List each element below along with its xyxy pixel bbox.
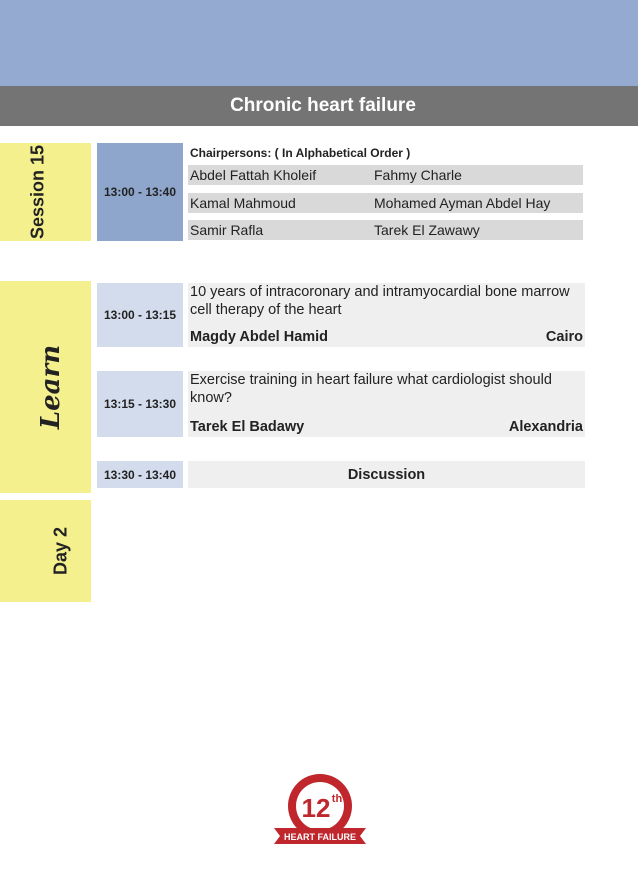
logo-number: 12 [301, 793, 331, 823]
chair-name: Tarek El Zawawy [374, 222, 480, 238]
talk-speaker: Magdy Abdel Hamid [190, 329, 329, 345]
chair-name: Kamal Mahmoud [190, 195, 296, 211]
header-band [0, 0, 638, 86]
day-label: Day 2 [50, 526, 71, 576]
session-label: Session 15 [27, 144, 48, 240]
learn-label: Learn [35, 344, 66, 430]
talk-block [188, 371, 585, 437]
talk-block [188, 283, 585, 347]
talk-speaker: Tarek El Badawy [190, 419, 305, 435]
session-tab [0, 143, 91, 241]
discussion-label: Discussion [347, 466, 426, 483]
talk-city: Alexandria [508, 419, 583, 435]
talk-time: 13:15 - 13:30 [97, 371, 183, 437]
chair-name: Samir Rafla [190, 222, 264, 238]
session-title-bar [0, 86, 638, 126]
discussion-time: 13:30 - 13:40 [97, 461, 183, 488]
talk-city: Cairo [545, 329, 583, 345]
chair-row [188, 220, 583, 240]
logo-suffix: th [331, 793, 343, 805]
session-title: Chronic heart failure [230, 95, 416, 116]
chair-row [188, 193, 583, 213]
discussion-block [188, 461, 585, 488]
day-tab [0, 500, 91, 602]
chair-name: Mohamed Ayman Abdel Hay [374, 195, 551, 211]
chair-row [188, 165, 583, 185]
talk-title: 10 years of intracoronary and intramyocardial bone marrow cell therapy of the heart [190, 284, 570, 318]
talk-title: Exercise training in heart failure what cardiologist should know? [190, 372, 552, 406]
chair-name: Abdel Fattah Kholeif [190, 167, 317, 183]
chair-time: 13:00 - 13:40 [97, 143, 183, 241]
logo-banner-text: HEART FAILURE [284, 832, 356, 842]
chairpersons-heading: Chairpersons: ( In Alphabetical Order ) [190, 146, 411, 160]
chair-name: Fahmy Charle [374, 167, 462, 183]
conference-logo [270, 770, 370, 852]
talk-time: 13:00 - 13:15 [97, 283, 183, 347]
learn-tab [0, 281, 91, 493]
